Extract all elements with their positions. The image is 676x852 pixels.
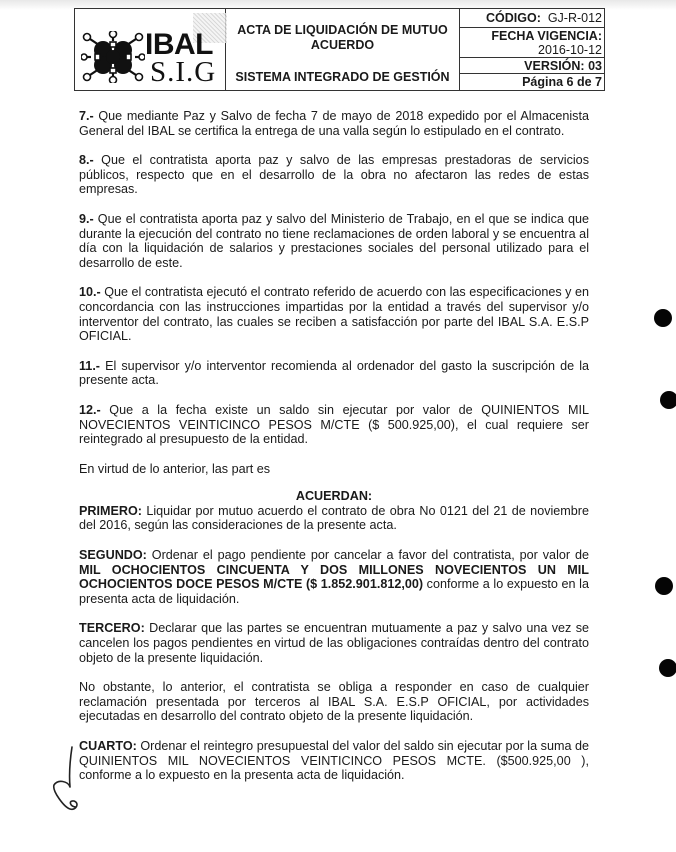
logo-brand: IBAL xyxy=(145,28,213,61)
logo xyxy=(75,9,226,90)
clause-number: 11.- xyxy=(79,358,101,373)
clause-text: Que mediante Paz y Salvo de fecha 7 de mayo de 2018 expedido por el Almacenista General del IBAL se certifica la entrega de una valla según lo estipulado en el contrato. xyxy=(79,109,589,138)
clause-text: Que a la fecha existe un saldo sin ejecutar por valor de QUINIENTOS MIL NOVECIENTOS VEINTICINCO PESOS M/CTE ($ 500.925,00), el cual requiere ser reintegrado al presupuesto de la entidad. xyxy=(79,402,589,447)
resolution-cuarto xyxy=(79,739,589,783)
page-number: Página 6 de 7 xyxy=(522,75,602,90)
clause-text: Que el contratista aporta paz y salvo del Ministerio de Trabajo, en el que se indica que durante la ejecución del contrato no tiene reclamaciones de orden laboral y se encuentra al día con la liquidación de salarios y prestaciones sociales del personal utilizado para el desarrollo de este. xyxy=(79,211,589,270)
vigencia-value: 2016-10-12 xyxy=(538,42,602,57)
payment-amount: MIL OCHOCIENTOS CINCUENTA Y DOS MILLONES NOVECIENTOS UN MIL OCHOCIENTOS DOCE PESOS M/CTE ($ 1.852.901.812,00) xyxy=(79,562,589,592)
resolution-label: TERCERO: xyxy=(79,621,145,636)
version-label: VERSIÓN: xyxy=(524,58,585,73)
resolution-text-end: conforme a lo expuesto en la presenta acta de liquidación. xyxy=(79,577,589,606)
resolution-label: SEGUNDO: xyxy=(79,548,147,563)
agreement-heading: ACUERDAN: xyxy=(295,489,373,504)
document-meta xyxy=(460,9,604,90)
resolution-label: CUARTO: xyxy=(79,739,137,753)
clause-number: 10.- xyxy=(79,285,101,300)
handwritten-initial-mark xyxy=(50,745,100,815)
logo-subtitle: S.I.G xyxy=(150,56,217,88)
system-name: SISTEMA INTEGRADO DE GESTIÓN xyxy=(235,70,450,84)
resolution-tercero xyxy=(79,621,589,665)
clause-9 xyxy=(79,212,589,270)
clause-number: 7.- xyxy=(79,109,94,123)
punch-hole xyxy=(655,577,673,595)
vigencia-row xyxy=(460,28,604,58)
document-body xyxy=(79,109,589,798)
punch-hole xyxy=(654,309,672,327)
codigo-value: GJ-R-012 xyxy=(547,11,602,25)
punch-hole xyxy=(659,659,676,677)
clause-11 xyxy=(79,359,589,388)
title-cell xyxy=(226,9,460,90)
document-header xyxy=(74,8,605,91)
resolution-text: Ordenar el reintegro presupuestal del valor del saldo sin ejecutar por la suma de QUINIENTOS MIL NOVECIENTOS VEINTICINCO PESOS MCTE. ($500.925,00 ), conforme a lo expuesto en la presenta acta de liquidación. xyxy=(79,739,589,783)
clause-text: El supervisor y/o interventor recomienda al ordenador del gasto la suscripción de la presente acta. xyxy=(79,358,589,388)
clause-number: 8.- xyxy=(79,153,94,168)
resolution-text: Ordenar el pago pendiente por cancelar a favor del contratista, por valor de xyxy=(146,548,589,563)
resolution-label: PRIMERO: xyxy=(79,503,142,518)
clause-12 xyxy=(79,403,589,447)
clause-number: 9.- xyxy=(79,211,94,226)
resolution-primero xyxy=(79,504,589,533)
intro-text: En virtud de lo anterior, las part es xyxy=(79,461,271,476)
clause-10 xyxy=(79,285,589,343)
vigencia-label: FECHA VIGENCIA: xyxy=(491,28,602,43)
resolution-text: Declarar que las partes se encuentran mutuamente a paz y salvo una vez se cancelen los pagos pendientes en virtud de las obligaciones contraídas dentro del contrato objeto de la presente liquidación. xyxy=(79,621,589,665)
punch-hole xyxy=(660,391,676,409)
title-line-1: ACTA DE LIQUIDACIÓN DE MUTUO xyxy=(237,23,448,37)
resolution-segundo xyxy=(79,548,589,606)
clause-number: 12.- xyxy=(79,402,101,417)
resolution-text: Liquidar por mutuo acuerdo el contrato de obra No 0121 del 21 de noviembre del 2016, según las consideraciones de la presente acta. xyxy=(79,503,589,533)
clause-text: Que el contratista ejecutó el contrato referido de acuerdo con las especificaciones y en concordancia con las instrucciones impartidas por la entidad a través del supervisor y/o interventor del contrato, las cuales se reciben a satisfacción por parte del IBAL S.A. E.S.P OFICIAL. xyxy=(79,285,589,344)
molecule-grid-icon xyxy=(81,31,145,83)
clause-8 xyxy=(79,153,589,197)
document-title xyxy=(237,23,447,53)
version-value: 03 xyxy=(588,58,602,73)
title-line-2: ACUERDO xyxy=(310,38,375,52)
no-obstante-paragraph: No obstante, lo anterior, el contratista se obliga a responder en caso de cualquier reclamación presentada por terceros al IBAL S.A. E.S.P OFICIAL, por actividades ejecutadas en desarrollo del contrato objeto de la presente liquidación. xyxy=(79,680,589,724)
clause-7 xyxy=(79,109,589,138)
version-row xyxy=(460,58,604,75)
clause-text: Que el contratista aporta paz y salvo de las empresas prestadoras de servicios públicos, respecto que en el desarrollo de la obra no afectaron las redes de estas empresas. xyxy=(79,153,589,197)
codigo-row xyxy=(460,9,604,28)
codigo-label: CÓDIGO: xyxy=(486,11,541,25)
